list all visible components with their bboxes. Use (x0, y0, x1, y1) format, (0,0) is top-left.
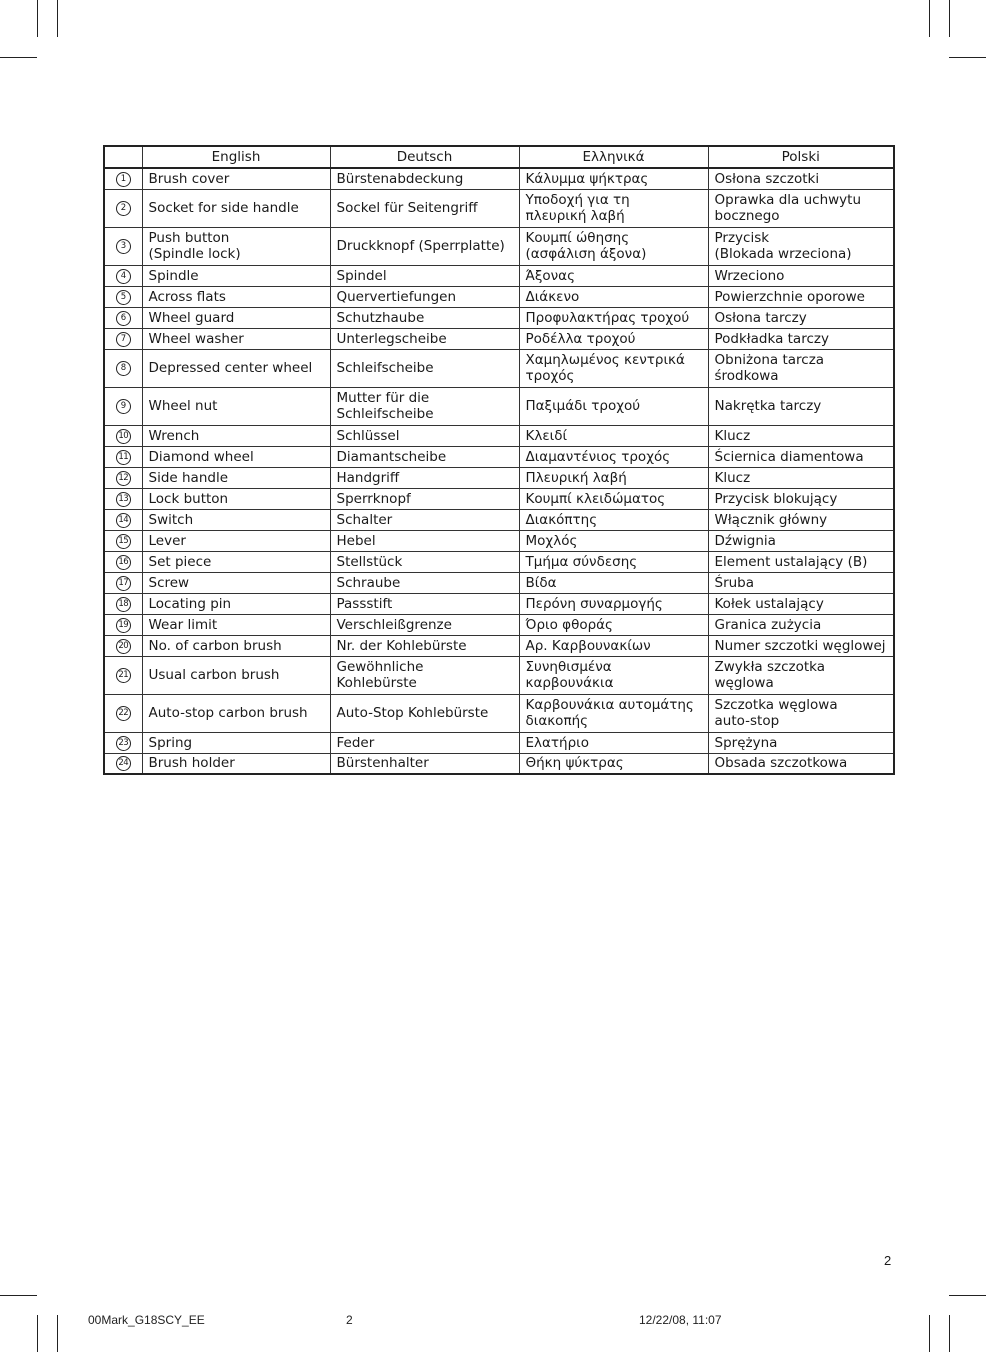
deutsch-cell (330, 467, 519, 488)
item-number (104, 635, 142, 656)
polski-cell (708, 168, 894, 189)
polski-cell (708, 509, 894, 530)
english-cell-text: Lock button (148, 490, 229, 507)
english-cell (142, 488, 330, 509)
table-row (104, 168, 894, 189)
polski-cell (708, 265, 894, 286)
deutsch-cell-text: Schlüssel (336, 427, 400, 444)
english-cell-text: Usual carbon brush (148, 667, 280, 683)
table-row (104, 694, 894, 732)
crop-mark (949, 0, 950, 37)
deutsch-cell-text: Mutter für die Schleifscheibe (336, 390, 434, 422)
parts-table (103, 145, 895, 775)
deutsch-cell (330, 328, 519, 349)
header-greek: Ελληνικά (519, 146, 708, 168)
polski-cell (708, 593, 894, 614)
item-number (104, 307, 142, 328)
english-cell-text: No. of carbon brush (148, 637, 282, 654)
item-number (104, 349, 142, 387)
item-number (104, 387, 142, 425)
deutsch-cell (330, 530, 519, 551)
polski-cell (708, 425, 894, 446)
greek-cell (519, 425, 708, 446)
polski-cell (708, 656, 894, 694)
item-number (104, 265, 142, 286)
table-row (104, 349, 894, 387)
english-cell (142, 614, 330, 635)
deutsch-cell (330, 387, 519, 425)
english-cell-text: Push button (Spindle lock) (148, 230, 241, 262)
footer-file: 00Mark_G18SCY_EE (88, 1313, 205, 1327)
table-row (104, 265, 894, 286)
english-cell (142, 694, 330, 732)
polski-cell (708, 694, 894, 732)
deutsch-cell (330, 694, 519, 732)
polski-cell (708, 530, 894, 551)
crop-mark (0, 57, 37, 58)
greek-cell (519, 614, 708, 635)
table-row (104, 753, 894, 774)
greek-cell-text: Πλευρική λαβή (525, 469, 627, 486)
item-number (104, 425, 142, 446)
english-cell (142, 446, 330, 467)
item-number-badge: 9 (116, 399, 131, 414)
footer-datetime: 12/22/08, 11:07 (639, 1313, 722, 1327)
deutsch-cell-text: Schraube (336, 574, 401, 591)
polski-cell (708, 551, 894, 572)
greek-cell-text: Άξονας (525, 267, 575, 284)
item-number-badge: 19 (116, 618, 131, 633)
polski-cell-text: Klucz (714, 469, 751, 486)
english-cell-text: Set piece (148, 553, 212, 570)
greek-cell (519, 593, 708, 614)
item-number-badge: 20 (116, 639, 131, 654)
greek-cell (519, 694, 708, 732)
deutsch-cell-text: Unterlegscheibe (336, 330, 447, 347)
greek-cell (519, 446, 708, 467)
greek-cell-text: Παξιμάδι τροχού (525, 398, 641, 414)
greek-cell (519, 168, 708, 189)
deutsch-cell-text: Stellstück (336, 553, 403, 570)
item-number (104, 328, 142, 349)
table-row (104, 488, 894, 509)
greek-cell-text: Καρβουνάκια αυτομάτης διακοπής (525, 697, 694, 729)
crop-mark (0, 1295, 37, 1296)
english-cell-text: Socket for side handle (148, 200, 299, 216)
polski-cell-text: Śruba (714, 574, 755, 591)
deutsch-cell-text: Gewöhnliche Kohlebürste (336, 659, 424, 691)
deutsch-cell (330, 488, 519, 509)
greek-cell-text: Περόνη συναρμογής (525, 595, 663, 612)
table-row (104, 614, 894, 635)
english-cell (142, 227, 330, 265)
deutsch-cell-text: Feder (336, 734, 375, 751)
header-deutsch: Deutsch (330, 146, 519, 168)
table-row (104, 446, 894, 467)
item-number (104, 467, 142, 488)
polski-cell-text: Osłona tarczy (714, 309, 807, 326)
polski-cell (708, 286, 894, 307)
deutsch-cell-text: Handgriff (336, 469, 400, 486)
deutsch-cell-text: Hebel (336, 532, 376, 549)
deutsch-cell (330, 635, 519, 656)
polski-cell (708, 635, 894, 656)
deutsch-cell (330, 265, 519, 286)
polski-cell (708, 614, 894, 635)
polski-cell (708, 387, 894, 425)
deutsch-cell (330, 656, 519, 694)
english-cell-text: Lever (148, 532, 186, 549)
deutsch-cell (330, 168, 519, 189)
greek-cell (519, 635, 708, 656)
english-cell (142, 572, 330, 593)
deutsch-cell (330, 425, 519, 446)
english-cell-text: Auto-stop carbon brush (148, 705, 308, 721)
item-number-badge: 6 (116, 311, 131, 326)
english-cell (142, 593, 330, 614)
deutsch-cell (330, 551, 519, 572)
deutsch-cell-text: Verschleißgrenze (336, 616, 452, 633)
item-number-badge: 23 (116, 736, 131, 751)
deutsch-cell (330, 227, 519, 265)
table-row (104, 593, 894, 614)
greek-cell-text: Κουμπί ώθησης (ασφάλιση άξονα) (525, 230, 647, 262)
deutsch-cell-text: Sockel für Seitengriff (336, 200, 478, 216)
english-cell (142, 307, 330, 328)
item-number-badge: 14 (116, 513, 131, 528)
table-row (104, 467, 894, 488)
greek-cell-text: Μοχλός (525, 532, 578, 549)
polski-cell-text: Obniżona tarcza środkowa (714, 352, 825, 384)
table-row (104, 530, 894, 551)
table-header-row (104, 146, 894, 168)
greek-cell-text: Χαμηλωμένος κεντρικά τροχός (525, 352, 685, 384)
deutsch-cell (330, 732, 519, 753)
polski-cell-text: Osłona szczotki (714, 170, 820, 187)
greek-cell (519, 551, 708, 572)
greek-cell-text: Αρ. Καρβουνακίων (525, 637, 651, 654)
english-cell (142, 656, 330, 694)
english-cell (142, 425, 330, 446)
deutsch-cell-text: Passstift (336, 595, 393, 612)
deutsch-cell (330, 572, 519, 593)
deutsch-cell (330, 307, 519, 328)
greek-cell-text: Προφυλακτήρας τροχού (525, 309, 690, 326)
english-cell (142, 530, 330, 551)
item-number-badge: 18 (116, 597, 131, 612)
greek-cell (519, 189, 708, 227)
item-number-badge: 12 (116, 471, 131, 486)
item-number-badge: 16 (116, 555, 131, 570)
deutsch-cell-text: Diamantscheibe (336, 448, 447, 465)
deutsch-cell-text: Schalter (336, 511, 393, 528)
polski-cell (708, 328, 894, 349)
greek-cell (519, 656, 708, 694)
polski-cell-text: Obsada szczotkowa (714, 755, 848, 772)
greek-cell (519, 387, 708, 425)
item-number-badge: 5 (116, 290, 131, 305)
polski-cell (708, 488, 894, 509)
polski-cell (708, 732, 894, 753)
crop-mark (57, 1315, 58, 1352)
english-cell-text: Wheel washer (148, 330, 244, 347)
deutsch-cell-text: Auto-Stop Kohlebürste (336, 705, 489, 721)
polski-cell-text: Ściernica diamentowa (714, 448, 864, 465)
deutsch-cell-text: Schleifscheibe (336, 360, 434, 376)
item-number (104, 286, 142, 307)
deutsch-cell (330, 509, 519, 530)
crop-mark (37, 1315, 38, 1352)
greek-cell-text: Όριο φθοράς (525, 616, 613, 633)
table-row (104, 551, 894, 572)
item-number (104, 530, 142, 551)
english-cell (142, 732, 330, 753)
english-cell (142, 551, 330, 572)
polski-cell-text: Powierzchnie oporowe (714, 288, 865, 305)
polski-cell-text: Sprężyna (714, 734, 778, 751)
greek-cell (519, 227, 708, 265)
polski-cell-text: Zwykła szczotka węglowa (714, 659, 826, 691)
item-number-badge: 24 (116, 756, 131, 771)
english-cell (142, 753, 330, 774)
greek-cell-text: Ελατήριο (525, 734, 589, 751)
deutsch-cell (330, 349, 519, 387)
greek-cell-text: Τμήμα σύνδεσης (525, 553, 638, 570)
polski-cell (708, 446, 894, 467)
header-polski: Polski (708, 146, 894, 168)
greek-cell (519, 530, 708, 551)
page-number: 2 (884, 1253, 892, 1268)
table-row (104, 328, 894, 349)
deutsch-cell (330, 593, 519, 614)
polski-cell (708, 189, 894, 227)
deutsch-cell (330, 446, 519, 467)
crop-mark (37, 0, 38, 37)
polski-cell (708, 227, 894, 265)
english-cell-text: Brush holder (148, 755, 235, 772)
table-row (104, 286, 894, 307)
greek-cell (519, 286, 708, 307)
english-cell-text: Switch (148, 511, 194, 528)
item-number-badge: 13 (116, 492, 131, 507)
english-cell (142, 509, 330, 530)
table-row (104, 189, 894, 227)
greek-cell-text: Διάκενο (525, 288, 580, 305)
table-row (104, 425, 894, 446)
deutsch-cell (330, 614, 519, 635)
greek-cell-text: Θήκη ψύκτρας (525, 755, 624, 772)
item-number (104, 572, 142, 593)
greek-cell (519, 467, 708, 488)
polski-cell-text: Element ustalający (B) (714, 553, 868, 570)
english-cell-text: Depressed center wheel (148, 360, 313, 376)
english-cell (142, 387, 330, 425)
polski-cell-text: Nakrętka tarczy (714, 398, 822, 414)
deutsch-cell (330, 753, 519, 774)
deutsch-cell-text: Spindel (336, 267, 387, 284)
polski-cell-text: Kołek ustalający (714, 595, 824, 612)
polski-cell-text: Dźwignia (714, 532, 776, 549)
greek-cell (519, 572, 708, 593)
item-number (104, 551, 142, 572)
english-cell-text: Side handle (148, 469, 228, 486)
polski-cell-text: Numer szczotki węglowej (714, 637, 886, 654)
header-number (104, 146, 142, 168)
english-cell-text: Screw (148, 574, 190, 591)
english-cell-text: Wrench (148, 427, 200, 444)
greek-cell-text: Κουμπί κλειδώματος (525, 490, 666, 507)
item-number (104, 509, 142, 530)
item-number (104, 446, 142, 467)
item-number (104, 189, 142, 227)
table-row (104, 387, 894, 425)
item-number-badge: 7 (116, 332, 131, 347)
greek-cell (519, 328, 708, 349)
deutsch-cell-text: Schutzhaube (336, 309, 425, 326)
english-cell (142, 168, 330, 189)
crop-mark (949, 1295, 986, 1296)
english-cell-text: Diamond wheel (148, 448, 254, 465)
greek-cell-text: Ροδέλλα τροχού (525, 330, 636, 347)
item-number (104, 656, 142, 694)
greek-cell-text: Βίδα (525, 574, 557, 591)
polski-cell-text: Włącznik główny (714, 511, 828, 528)
greek-cell-text: Διαμαντένιος τροχός (525, 448, 671, 465)
table-row (104, 572, 894, 593)
item-number (104, 614, 142, 635)
item-number-badge: 22 (116, 706, 131, 721)
polski-cell-text: Przycisk (Blokada wrzeciona) (714, 230, 852, 262)
greek-cell-text: Υποδοχή για τη πλευρική λαβή (525, 192, 630, 224)
deutsch-cell-text: Sperrknopf (336, 490, 411, 507)
greek-cell (519, 265, 708, 286)
english-cell-text: Brush cover (148, 170, 230, 187)
polski-cell (708, 349, 894, 387)
polski-cell (708, 467, 894, 488)
deutsch-cell-text: Bürstenabdeckung (336, 170, 464, 187)
english-cell-text: Wear limit (148, 616, 218, 633)
crop-mark (929, 1315, 930, 1352)
item-number (104, 488, 142, 509)
table-row (104, 307, 894, 328)
item-number (104, 168, 142, 189)
item-number-badge: 21 (116, 668, 131, 683)
item-number (104, 753, 142, 774)
table-row (104, 227, 894, 265)
english-cell (142, 189, 330, 227)
english-cell (142, 265, 330, 286)
english-cell (142, 286, 330, 307)
english-cell-text: Spindle (148, 267, 199, 284)
item-number (104, 593, 142, 614)
table-row (104, 656, 894, 694)
greek-cell (519, 509, 708, 530)
english-cell-text: Wheel nut (148, 398, 218, 414)
english-cell (142, 349, 330, 387)
greek-cell (519, 307, 708, 328)
polski-cell-text: Granica zużycia (714, 616, 822, 633)
polski-cell-text: Oprawka dla uchwytu bocznego (714, 192, 862, 224)
english-cell-text: Wheel guard (148, 309, 235, 326)
crop-mark (949, 57, 986, 58)
table-row (104, 509, 894, 530)
deutsch-cell-text: Bürstenhalter (336, 755, 429, 772)
item-number-badge: 2 (116, 201, 131, 216)
polski-cell-text: Przycisk blokujący (714, 490, 838, 507)
item-number-badge: 15 (116, 534, 131, 549)
greek-cell (519, 753, 708, 774)
table-row (104, 732, 894, 753)
deutsch-cell-text: Quervertiefungen (336, 288, 457, 305)
greek-cell (519, 488, 708, 509)
greek-cell-text: Κάλυμμα ψήκτρας (525, 170, 649, 187)
greek-cell-text: Συνηθισμένα καρβουνάκια (525, 659, 614, 691)
greek-cell-text: Διακόπτης (525, 511, 598, 528)
polski-cell-text: Klucz (714, 427, 751, 444)
item-number-badge: 8 (116, 361, 131, 376)
item-number (104, 694, 142, 732)
english-cell-text: Across flats (148, 288, 226, 305)
polski-cell-text: Podkładka tarczy (714, 330, 829, 347)
header-english: English (142, 146, 330, 168)
polski-cell (708, 307, 894, 328)
greek-cell-text: Κλειδί (525, 427, 568, 444)
polski-cell-text: Szczotka węglowa auto-stop (714, 697, 838, 729)
english-cell (142, 328, 330, 349)
item-number (104, 227, 142, 265)
table-row (104, 635, 894, 656)
deutsch-cell-text: Nr. der Kohlebürste (336, 637, 467, 654)
crop-mark (57, 0, 58, 37)
polski-cell-text: Wrzeciono (714, 267, 785, 284)
english-cell (142, 467, 330, 488)
greek-cell (519, 349, 708, 387)
english-cell (142, 635, 330, 656)
item-number-badge: 17 (116, 576, 131, 591)
deutsch-cell (330, 189, 519, 227)
item-number-badge: 10 (116, 429, 131, 444)
polski-cell (708, 572, 894, 593)
item-number-badge: 3 (116, 239, 131, 254)
deutsch-cell-text: Druckknopf (Sperrplatte) (336, 238, 505, 254)
crop-mark (929, 0, 930, 37)
footer-page: 2 (346, 1313, 353, 1327)
polski-cell (708, 753, 894, 774)
english-cell-text: Locating pin (148, 595, 232, 612)
deutsch-cell (330, 286, 519, 307)
item-number-badge: 11 (116, 450, 131, 465)
item-number (104, 732, 142, 753)
english-cell-text: Spring (148, 734, 193, 751)
item-number-badge: 4 (116, 269, 131, 284)
greek-cell (519, 732, 708, 753)
item-number-badge: 1 (116, 172, 131, 187)
crop-mark (949, 1315, 950, 1352)
